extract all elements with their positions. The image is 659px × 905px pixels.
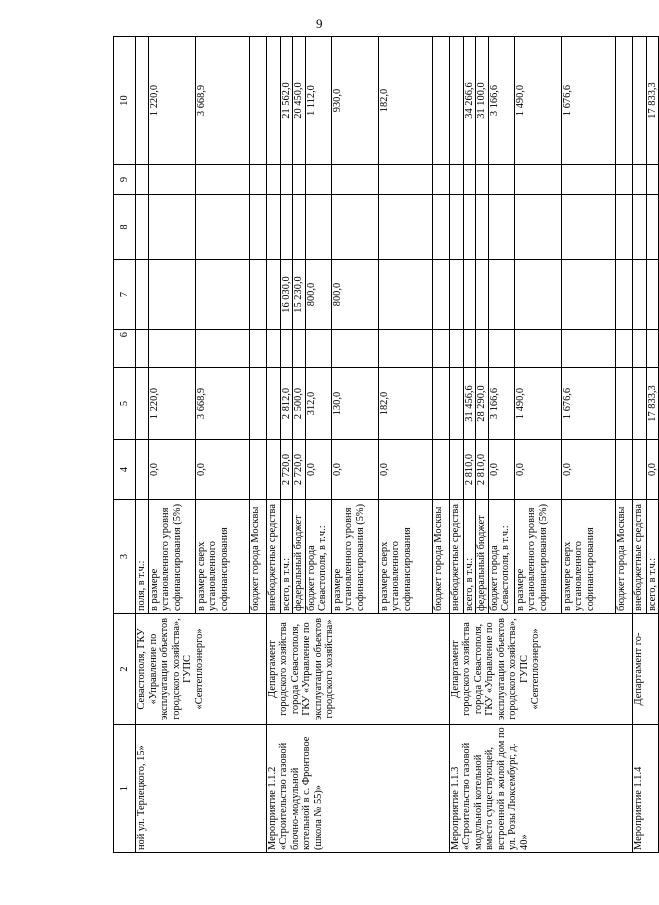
funding-source-cell: бюджет города Москвы xyxy=(249,500,266,614)
amount-cell-c5 xyxy=(266,368,280,440)
amount-cell-c7 xyxy=(266,260,280,330)
amount-cell-c7: 800,0 xyxy=(305,260,331,330)
amount-cell-c9 xyxy=(632,165,646,195)
amount-cell-c5: 3 166,6 xyxy=(488,368,514,440)
measure-name-cell: ной ул. Терлецкого, 15» xyxy=(136,725,267,853)
funding-source-cell: в размере сверх установленного софинансирования xyxy=(378,500,432,614)
amount-cell-c6 xyxy=(449,330,463,368)
measure-name-cell: Мероприятие 1.1.4 xyxy=(632,725,659,853)
amount-cell-c7 xyxy=(561,260,615,330)
amount-cell-c9 xyxy=(561,165,615,195)
amount-cell-c7 xyxy=(136,260,149,330)
funding-source-cell: всего, в т.ч.: xyxy=(280,500,293,614)
amount-cell-c7: 800,0 xyxy=(331,260,378,330)
funding-source-cell: федеральный бюджет xyxy=(476,500,489,614)
amount-cell-c7 xyxy=(646,260,659,330)
amount-cell-c5: 17 833,3 xyxy=(646,368,659,440)
amount-cell-c4 xyxy=(266,440,280,500)
amount-cell-c7 xyxy=(432,260,449,330)
amount-cell-c6 xyxy=(305,330,331,368)
amount-cell-c9 xyxy=(514,165,561,195)
amount-cell-c4 xyxy=(432,440,449,500)
amount-cell-c4 xyxy=(249,440,266,500)
table-row xyxy=(266,37,280,853)
funding-source-cell: в размере сверх установленного софинансирования xyxy=(195,500,249,614)
amount-cell-c7 xyxy=(463,260,476,330)
amount-cell-c5 xyxy=(136,368,149,440)
amount-cell-c6 xyxy=(331,330,378,368)
funding-source-cell: в размере установленного уровня софинансирования (5%) xyxy=(148,500,195,614)
amount-cell-c4: 2 720,0 xyxy=(293,440,306,500)
amount-cell-c9 xyxy=(305,165,331,195)
amount-cell-c9 xyxy=(488,165,514,195)
amount-cell-c9 xyxy=(195,165,249,195)
funding-source-cell: внебюджетные средства xyxy=(449,500,463,614)
amount-cell-c10: 3 166,6 xyxy=(488,37,514,165)
amount-cell-c10: 31 100,0 xyxy=(476,37,489,165)
amount-cell-c8 xyxy=(432,195,449,260)
amount-cell-c8 xyxy=(632,195,646,260)
amount-cell-c4: 0,0 xyxy=(646,440,659,500)
amount-cell-c5 xyxy=(632,368,646,440)
amount-cell-c4: 0,0 xyxy=(378,440,432,500)
amount-cell-c4: 0,0 xyxy=(195,440,249,500)
col-header-4: 4 xyxy=(114,440,136,500)
amount-cell-c8 xyxy=(266,195,280,260)
amount-cell-c7 xyxy=(195,260,249,330)
amount-cell-c7 xyxy=(488,260,514,330)
amount-cell-c10: 1 112,0 xyxy=(305,37,331,165)
amount-cell-c8 xyxy=(148,195,195,260)
amount-cell-c10: 930,0 xyxy=(331,37,378,165)
amount-cell-c6 xyxy=(476,330,489,368)
table-row xyxy=(136,37,149,853)
amount-cell-c7 xyxy=(615,260,632,330)
amount-cell-c7 xyxy=(148,260,195,330)
amount-cell-c5: 28 290,0 xyxy=(476,368,489,440)
col-header-7: 7 xyxy=(114,260,136,330)
funding-source-cell: всего, в т.ч.: xyxy=(463,500,476,614)
amount-cell-c5: 2 500,0 xyxy=(293,368,306,440)
funding-source-cell: поля, в т.ч.: xyxy=(136,500,149,614)
amount-cell-c10: 20 450,0 xyxy=(293,37,306,165)
amount-cell-c7 xyxy=(632,260,646,330)
col-header-1: 1 xyxy=(114,725,136,853)
amount-cell-c7 xyxy=(249,260,266,330)
amount-cell-c6 xyxy=(195,330,249,368)
amount-cell-c9 xyxy=(646,165,659,195)
amount-cell-c8 xyxy=(293,195,306,260)
amount-cell-c8 xyxy=(646,195,659,260)
funding-source-cell: бюджет города Севастополя, в т.ч.: xyxy=(305,500,331,614)
amount-cell-c4: 0,0 xyxy=(148,440,195,500)
amount-cell-c7 xyxy=(449,260,463,330)
executor-cell: Департамент городского хозяйства города Севастополя, ГКУ «Управление по эксплуатации объектов городского хозяйства», ГУПС «Севтеплоэнерго» xyxy=(449,614,632,725)
amount-cell-c9 xyxy=(476,165,489,195)
funding-source-cell: внебюджетные средства xyxy=(632,500,646,614)
amount-cell-c6 xyxy=(249,330,266,368)
amount-cell-c10: 3 668,9 xyxy=(195,37,249,165)
table-row xyxy=(632,37,646,853)
amount-cell-c4: 2 810,0 xyxy=(463,440,476,500)
amount-cell-c8 xyxy=(249,195,266,260)
funding-source-cell: всего, в т.ч.: xyxy=(646,500,659,614)
amount-cell-c5 xyxy=(249,368,266,440)
amount-cell-c4: 2 810,0 xyxy=(476,440,489,500)
amount-cell-c5 xyxy=(432,368,449,440)
page-number: 9 xyxy=(316,16,323,31)
amount-cell-c6 xyxy=(432,330,449,368)
amount-cell-c5: 182,0 xyxy=(378,368,432,440)
measure-name-cell: Мероприятие 1.1.3 «Строительство газовой модульной котельной вместо существующей, встроенной в жилой дом по ул. Розы Люксембург, д. 40» xyxy=(449,725,632,853)
amount-cell-c7 xyxy=(378,260,432,330)
funding-source-cell: бюджет города Севастополя, в т.ч.: xyxy=(488,500,514,614)
amount-cell-c6 xyxy=(561,330,615,368)
col-header-3: 3 xyxy=(114,500,136,614)
table-row xyxy=(449,37,463,853)
amount-cell-c8 xyxy=(305,195,331,260)
amount-cell-c6 xyxy=(632,330,646,368)
amount-cell-c5: 1 490,0 xyxy=(514,368,561,440)
amount-cell-c8 xyxy=(514,195,561,260)
amount-cell-c6 xyxy=(378,330,432,368)
amount-cell-c10 xyxy=(615,37,632,165)
executor-cell: Севастополя, ГКУ «Управление по эксплуатации объектов городского хозяйства», ГУПС «Севтеплоэнерго» xyxy=(136,614,267,725)
amount-cell-c7: 15 230,0 xyxy=(293,260,306,330)
amount-cell-c6 xyxy=(280,330,293,368)
amount-cell-c8 xyxy=(136,195,149,260)
col-header-10: 10 xyxy=(114,37,136,165)
amount-cell-c8 xyxy=(449,195,463,260)
executor-cell: Департамент городского хозяйства города Севастополя, ГКУ «Управление по эксплуатации объектов городского хозяйства» xyxy=(266,614,449,725)
amount-cell-c10: 1 490,0 xyxy=(514,37,561,165)
amount-cell-c6 xyxy=(266,330,280,368)
amount-cell-c9 xyxy=(378,165,432,195)
amount-cell-c6 xyxy=(615,330,632,368)
amount-cell-c5: 2 812,0 xyxy=(280,368,293,440)
funding-source-cell: бюджет города Москвы xyxy=(615,500,632,614)
amount-cell-c10: 17 833,3 xyxy=(646,37,659,165)
amount-cell-c6 xyxy=(293,330,306,368)
amount-cell-c5: 1 676,6 xyxy=(561,368,615,440)
amount-cell-c8 xyxy=(331,195,378,260)
amount-cell-c8 xyxy=(488,195,514,260)
amount-cell-c5: 130,0 xyxy=(331,368,378,440)
amount-cell-c10 xyxy=(266,37,280,165)
amount-cell-c6 xyxy=(136,330,149,368)
amount-cell-c8 xyxy=(195,195,249,260)
amount-cell-c10: 34 266,6 xyxy=(463,37,476,165)
amount-cell-c4 xyxy=(449,440,463,500)
amount-cell-c6 xyxy=(148,330,195,368)
amount-cell-c4: 2 720,0 xyxy=(280,440,293,500)
amount-cell-c5 xyxy=(615,368,632,440)
amount-cell-c8 xyxy=(476,195,489,260)
amount-cell-c10 xyxy=(432,37,449,165)
executor-cell: Департамент го- xyxy=(632,614,659,725)
amount-cell-c4 xyxy=(136,440,149,500)
col-header-2: 2 xyxy=(114,614,136,725)
funding-source-cell: в размере сверх установленного софинансирования xyxy=(561,500,615,614)
budget-table xyxy=(113,36,659,853)
amount-cell-c8 xyxy=(280,195,293,260)
amount-cell-c10: 1 676,6 xyxy=(561,37,615,165)
funding-source-cell: бюджет города Москвы xyxy=(432,500,449,614)
amount-cell-c9 xyxy=(432,165,449,195)
funding-source-cell: внебюджетные средства xyxy=(266,500,280,614)
col-header-9: 9 xyxy=(114,165,136,195)
amount-cell-c6 xyxy=(514,330,561,368)
amount-cell-c5: 31 456,6 xyxy=(463,368,476,440)
amount-cell-c10: 21 562,0 xyxy=(280,37,293,165)
amount-cell-c4: 0,0 xyxy=(561,440,615,500)
funding-source-cell: федеральный бюджет xyxy=(293,500,306,614)
amount-cell-c8 xyxy=(561,195,615,260)
amount-cell-c6 xyxy=(463,330,476,368)
amount-cell-c10 xyxy=(449,37,463,165)
rotated-budget-table-wrapper xyxy=(113,37,658,853)
amount-cell-c7 xyxy=(476,260,489,330)
amount-cell-c9 xyxy=(331,165,378,195)
amount-cell-c5: 3 668,9 xyxy=(195,368,249,440)
amount-cell-c9 xyxy=(266,165,280,195)
amount-cell-c4: 0,0 xyxy=(331,440,378,500)
amount-cell-c10 xyxy=(136,37,149,165)
amount-cell-c4: 0,0 xyxy=(488,440,514,500)
amount-cell-c4 xyxy=(632,440,646,500)
col-header-5: 5 xyxy=(114,368,136,440)
amount-cell-c5 xyxy=(449,368,463,440)
col-header-6: 6 xyxy=(114,330,136,368)
amount-cell-c9 xyxy=(280,165,293,195)
amount-cell-c9 xyxy=(136,165,149,195)
amount-cell-c9 xyxy=(148,165,195,195)
amount-cell-c10: 182,0 xyxy=(378,37,432,165)
amount-cell-c5: 312,0 xyxy=(305,368,331,440)
amount-cell-c4 xyxy=(615,440,632,500)
amount-cell-c8 xyxy=(378,195,432,260)
amount-cell-c10: 1 220,0 xyxy=(148,37,195,165)
amount-cell-c10 xyxy=(632,37,646,165)
amount-cell-c7: 16 030,0 xyxy=(280,260,293,330)
col-header-8: 8 xyxy=(114,195,136,260)
amount-cell-c4: 0,0 xyxy=(305,440,331,500)
amount-cell-c10 xyxy=(249,37,266,165)
amount-cell-c7 xyxy=(514,260,561,330)
amount-cell-c5: 1 220,0 xyxy=(148,368,195,440)
amount-cell-c4: 0,0 xyxy=(514,440,561,500)
amount-cell-c9 xyxy=(293,165,306,195)
measure-name-cell: Мероприятие 1.1.2 «Строительство газовой блочно-модульной котельной в с. Фронтовое (школа № 55)» xyxy=(266,725,449,853)
amount-cell-c8 xyxy=(463,195,476,260)
amount-cell-c9 xyxy=(449,165,463,195)
amount-cell-c6 xyxy=(646,330,659,368)
amount-cell-c9 xyxy=(249,165,266,195)
funding-source-cell: в размере установленного уровня софинансирования (5%) xyxy=(331,500,378,614)
amount-cell-c8 xyxy=(615,195,632,260)
amount-cell-c6 xyxy=(488,330,514,368)
table-header-row xyxy=(114,37,136,853)
amount-cell-c9 xyxy=(463,165,476,195)
amount-cell-c9 xyxy=(615,165,632,195)
funding-source-cell: в размере установленного уровня софинансирования (5%) xyxy=(514,500,561,614)
